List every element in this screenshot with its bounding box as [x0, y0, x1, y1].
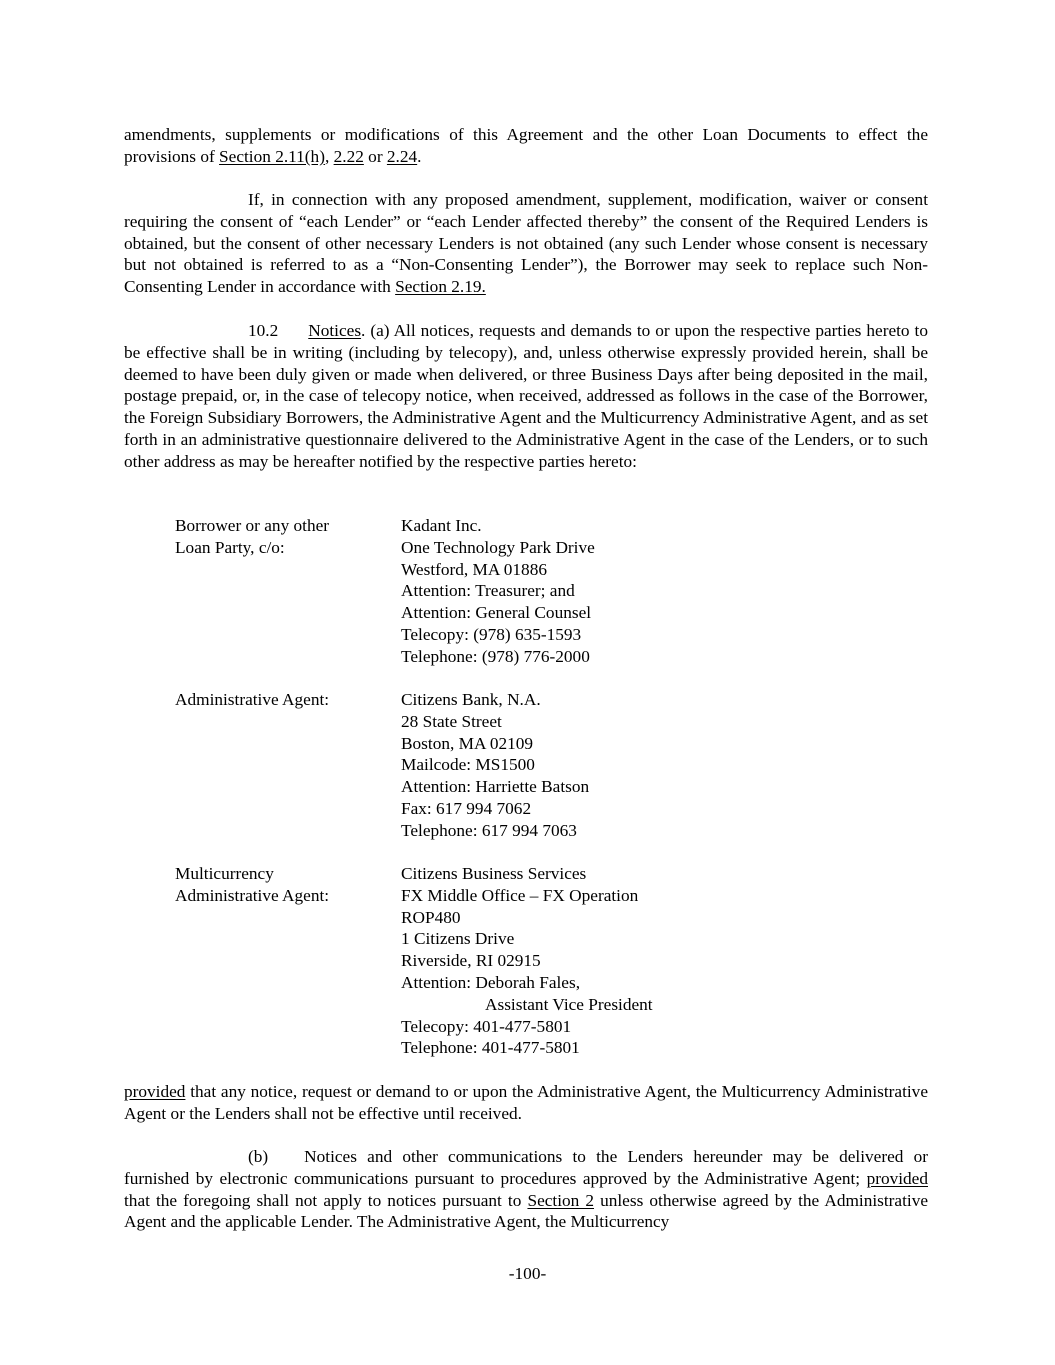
section-link-2-24[interactable]: 2.24	[386, 146, 418, 166]
address-line: Westford, MA 01886	[401, 559, 547, 579]
address-line: One Technology Park Drive	[401, 537, 595, 557]
address-line: Citizens Business Services	[401, 864, 587, 883]
address-line: Attention: General Counsel	[401, 603, 592, 623]
address-line: Telephone: 401-477-5801	[401, 1038, 580, 1058]
clause-label: (b)	[248, 1147, 269, 1166]
section-link-2-22[interactable]: 2.22	[333, 146, 364, 166]
address-label: Borrower or any other	[175, 516, 330, 535]
paragraph-provided: provided that any notice, request or demand to or upon the Administrative Agent, the Multicurrency Administrative Agent or the Lenders shall not be effective until received.	[124, 1082, 928, 1123]
address-line: Telecopy: 401-477-5801	[401, 1016, 572, 1036]
address-block-borrower	[175, 515, 875, 668]
section-link-2[interactable]: Section 2	[527, 1190, 595, 1210]
address-label: Administrative Agent:	[175, 690, 330, 709]
section-link-2-19[interactable]: Section 2.19.	[395, 277, 486, 297]
address-block-administrative-agent	[175, 689, 875, 842]
address-line: Boston, MA 02109	[401, 733, 534, 753]
address-line: Telecopy: (978) 635-1593	[401, 624, 582, 644]
address-line: Fax: 617 994 7062	[401, 798, 532, 818]
address-label: Administrative Agent:	[175, 885, 330, 905]
section-link-2-11h[interactable]: Section 2.11(h)	[219, 146, 325, 166]
provided-term: provided	[866, 1168, 928, 1188]
address-line: Riverside, RI 02915	[401, 951, 541, 971]
page-number: -100-	[508, 1264, 547, 1283]
address-line: Attention: Deborah Fales,	[401, 972, 581, 992]
address-label: Multicurrency	[175, 864, 274, 883]
address-line: Kadant Inc.	[401, 516, 482, 535]
address-label: Loan Party, c/o:	[175, 537, 285, 557]
address-line: Assistant Vice President	[485, 994, 653, 1014]
address-line: Telephone: 617 994 7063	[401, 820, 577, 840]
continuation-line-1: amendments, supplements or modifications of this Agreement and the other Loan Documents to effect the	[124, 125, 928, 144]
address-line: ROP480	[401, 907, 461, 927]
section-10-2-notices: 10.2 Notices. (a) All notices, requests and demands to or upon the respective parties hereto to be effective shall be in writing (including by telecopy), and, unless otherwise expressly provided herein, shall be deemed to have been duly given or made when delivered, or three Business Days after being deposited in the mail, postage prepaid, or, in the case of telecopy notice, when received, addressed as follows in the case of the Borrower, the Foreign Subsidiary Borrowers, the Administrative Agent and the Multicurrency Administrative Agent, and as set forth in an administrative questionnaire delivered to the Administrative Agent in the case of the Lenders, or to such other address as may be hereafter notified by the respective parties hereto:	[124, 321, 928, 471]
paragraph-b: (b) Notices and other communications to the Lenders hereunder may be delivered or furnished by electronic communications pursuant to procedures approved by the Administrative Agent; provided that the foregoing shall not apply to notices pursuant to Section 2 unless otherwise agreed by the Administrative Agent and the applicable Lender. The Administrative Agent, the Multicurrency	[124, 1147, 929, 1232]
paragraph-non-consenting-lender: If, in connection with any proposed amendment, supplement, modification, waiver or consent requiring the consent of “each Lender” or “each Lender affected thereby” the consent of the Required Lenders is obtained, but the consent of other necessary Lenders is not obtained (any such Lender whose consent is necessary but not obtained is referred to as a “Non-Consenting Lender”), the Borrower may seek to replace such Non-Consenting Lender in accordance with Section 2.19.	[124, 190, 928, 297]
address-line: Mailcode: MS1500	[401, 755, 535, 775]
address-line: FX Middle Office – FX Operation	[401, 885, 639, 905]
address-line: 28 State Street	[401, 711, 502, 731]
section-heading: Notices	[308, 321, 362, 340]
address-line: 1 Citizens Drive	[401, 929, 515, 949]
address-line: Telephone: (978) 776-2000	[401, 646, 590, 666]
address-line: Citizens Bank, N.A.	[401, 690, 541, 709]
section-number: 10.2	[248, 321, 279, 340]
address-block-multicurrency-agent	[175, 863, 875, 1059]
address-line: Attention: Harriette Batson	[401, 777, 590, 797]
address-line: Attention: Treasurer; and	[401, 581, 575, 601]
provided-term: provided	[124, 1082, 186, 1101]
paragraph-continuation: amendments, supplements or modifications of this Agreement and the other Loan Documents to effect the provisions of Section 2.11(h), 2.22 or 2.24.	[124, 125, 928, 166]
